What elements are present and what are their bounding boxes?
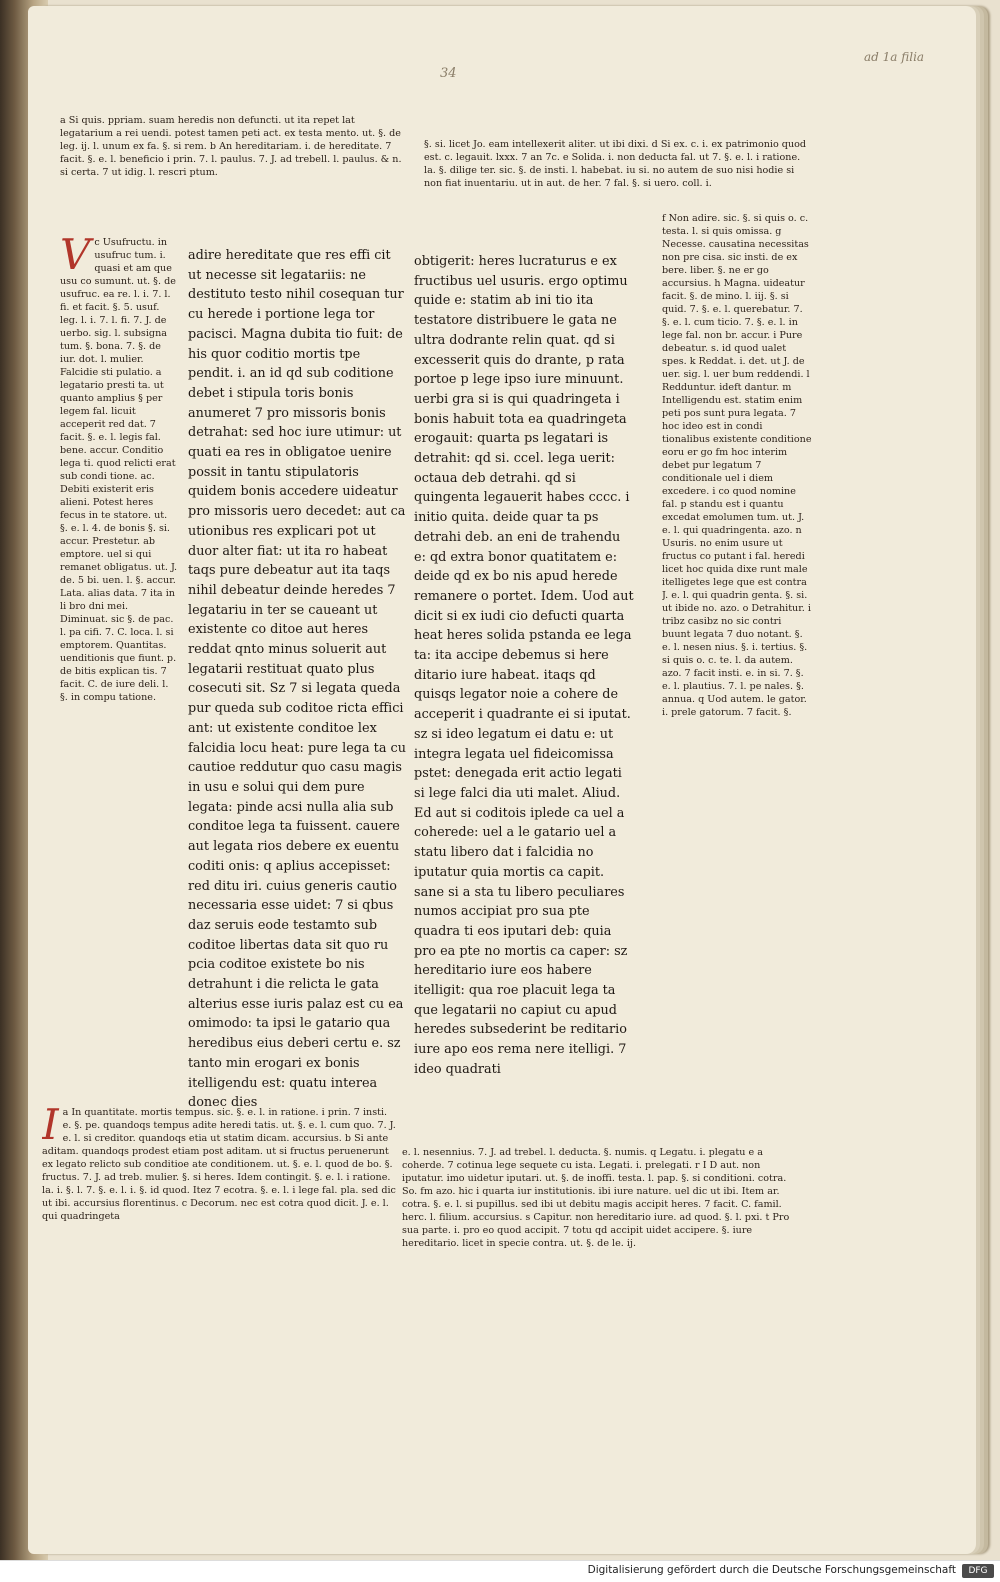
funding-credit: Digitalisierung gefördert durch die Deutsche Forschungsgemeinschaft [587,1564,956,1576]
col1-text: adire hereditate que res effi cit ut necesse sit legatariis: ne destituto testo nihil cosequan tur cu herede i portione lega tor pacisci. Magna dubita tio fuit: de his quor coditio mortis tpe pendit. i. an id qd sub coditione debet i stipula toris bonis anumeret 7 pro missoris bonis detrahat: sed hoc iure utimur: ut quati ea res in obligatoe uenire possit in tantu stipulatoris quidem bonis accedere uideatur pro missoris uero decedet: aut ca utionibus res explicari pot ut duor alter fiat: ut ita ro habeat taqs pure debeatur aut ita taqs nihil debeatur deinde heredes 7 legatariu in ter se caueant ut existente co ditoe aut heres reddat qnto minus soluerit aut legatarii restituat quato plus cosecuti sit. Sz 7 si legata queda pur queda sub coditoe ricta effici ant: ut existente conditoe lex falcidia locu heat: pure lega ta cu cautioe reddutur quo casu magis in usu e solui qui dem pure legata: pinde acsi nulla alia sub conditoe lega ta fuissent. cauere aut legata rios debere ex euentu coditi onis: q aplius accepisset: red ditu iri. cuius generis cautio necessaria esse uidet: 7 si qbus daz seruis eode testamto sub coditoe libertas data sit quo ru pcia coditoe existete bo nis detrahunt i die relicta le gata alterius esse iuris palaz est cu ea omimodo: ta ipsi le gatario qua heredibus eius deberi certu e. sz tanto min erogari ex bonis itelligendu est: quatu interea donec dies [188,248,406,1111]
bottom-gloss-right-text: e. l. nesennius. 7. J. ad trebel. l. deducta. §. numis. q Legatu. i. plegatu e a coherde. 7 cotinua lege sequete cu ista. Legati. i. prelegati. r I D aut. non iputatur. imo uidetur iputari. ut. §. de inoffi. testa. l. pap. §. si conditioni. cotra. So. fm azo. hic i quarta iur institutionis. ibi iure nature. uel dic ut ibi. Item ar. cotra. §. e. l. si pupillus. sed ibi ut debitu magis accipit heres. 7 facit. C. famil. herc. l. filium. accursius. s Capitur. non hereditario iure. ad quod. §. l. pxi. t Pro sua parte. i. pro eo quod accipit. 7 totu qd accipit uidet accipere. §. iure hereditario. licet in specie contra. ut. §. de le. ij. [402,1147,790,1249]
bottom-gloss-right [402,1146,792,1326]
right-gloss-text: f Non adire. sic. §. si quis o. c. testa. l. si quis omissa. g Necesse. causatina necessitas non pre cisa. sic insti. de ex bere. liber. §. ne er go accursius. h Magna. uideatur facit. §. de mino. l. iij. §. si quid. 7. §. e. l. querebatur. 7. §. e. l. cum ticio. 7. §. e. l. in lege fal. non br. accur. i Pure debeatur. s. id quod ualet spes. k Reddat. i. det. ut J. de uer. sig. l. uer bum reddendi. l Redduntur. ideft dantur. m Intelligendu est. statim enim peti pos sunt pura legata. 7 hoc ideo est in condi tionalibus existente conditione eoru er go fm hoc interim debet pur legatum 7 conditionale uel i diem excedere. i co quod nomine fal. p standu est i quantu excedat emolumen tum. ut. J. e. l. qui quadringenta. azo. n Usuris. no enim usure ut fructus co putant i fal. heredi licet hoc quida dixe runt male itelligetes lege que est contra J. e. l. qui quadrin genta. §. si. ut ibide no. azo. o Detrahitur. i tribz casibz no sic contri buunt legata 7 duo notant. §. e. l. nesen nius. §. i. tertius. §. si quis o. c. te. l. da autem. azo. 7 facit insti. e. in si. 7. §. e. l. plautius. 7. l. pe nales. §. annua. q Uod autem. le gator. i. prele gatorum. 7 facit. §. [662,213,812,718]
initial-u-red: V [60,236,91,279]
left-gloss-text: c Usufructu. in usufruc tum. i. quasi et am que usu co sumunt. ut. §. de usufruc. ea re. l. i. 7. l. fi. et facit. §. 5. usuf. leg. l. i. 7. l. fi. 7. J. de uerbo. sig. l. subsigna tum. §. bona. 7. §. de iur. dot. l. mulier. Falcidie sti pulatio. a legatario presti ta. ut quanto amplius § per legem fal. licuit acceperit red dat. 7 facit. §. e. l. legis fal. bene. accur. Conditio lega ti. quod relicti erat sub condi tione. ac. Debiti existerit eris alieni. Potest heres fecus in te statore. ut. §. e. l. 4. de bonis §. si. accur. Prestetur. ab emptore. uel si qui remanet obligatus. ut. J. de. 5 bi. uen. l. §. accur. Lata. alias data. 7 ita in li bro dni mei. Diminuat. sic §. de pac. l. pa cifi. 7. C. loca. l. si emptorem. Quantitas. uenditionis que fiunt. p. de bitis explican tis. 7 facit. C. de iure deli. l. §. in compu tatione. [60,237,178,703]
bottom-gloss-left-text: a In quantitate. mortis tempus. sic. §. e. l. in ratione. i prin. 7 insti. e. §. pe. quandoqs tempus adite heredi tatis. ut. §. e. l. cum quo. 7. J. e. l. si creditor. quandoqs etia ut statim dicam. accursius. b Si ante aditam. quandoqs prodest etiam post aditam. ut si fructus peruenerunt ex legato relicto sub conditioe ate conditionem. ut. §. e. l. quod de bo. §. fructus. 7. J. ad treb. mulier. §. si heres. Idem contingit. §. e. l. i ratione. la. i. §. l. 7. §. e. l. i. §. id quod. Itez 7 ecotra. §. e. l. i lege fal. pla. sed dic ut ibi. accursius florentinus. c Decorum. nec est cotra quod dicit. J. e. l. qui quadringeta [42,1107,396,1222]
folio-number: 34 [440,66,457,81]
top-gloss-right [424,138,814,212]
main-text-column-1 [188,246,406,1116]
bottom-gloss-left [42,1106,398,1306]
main-text-column-2 [414,252,636,1122]
right-gloss-column [662,212,812,1142]
top-gloss-left [60,114,406,232]
dfg-logo: DFG [962,1564,994,1578]
left-gloss-column [60,236,178,1096]
top-gloss-right-text: §. si. licet Jo. eam intellexerit aliter. ut ibi dixi. d Si ex. c. i. ex patrimonio quod est. c. legauit. lxxx. 7 an 7c. e Solida. i. non deducta fal. ut 7. §. e. l. i ratione. la. §. dilige ter. sic. §. de insti. l. habebat. iu si. no autem de suo nisi hodie si non fiat inuentariu. ut in aut. de her. 7 fal. §. si uero. coll. i. [424,139,807,189]
top-gloss-left-text: a Si quis. ppriam. suam heredis non defuncti. ut ita repet lat legatarium a rei uendi. potest tamen peti act. ex testa mento. ut. §. de leg. ij. l. unum ex fa. §. si rem. b An hereditariam. i. de hereditate. 7 facit. §. e. l. beneficio i prin. 7. l. paulus. 7. J. ad trebell. l. paulus. & n. si certa. 7 ut idig. l. rescri ptum. [60,115,402,178]
digitization-footer [0,1560,1000,1582]
book-page [28,6,976,1554]
initial-i-red: I [42,1106,59,1149]
marginal-note: ad 1a filia [864,50,925,64]
col2-text: obtigerit: heres lucraturus e ex fructibus uel usuris. ergo optimu quide e: statim ab ini tio ita testatore distribuere le gata ne ultra dodrante relin quat. qd si excesserit quis do drante, p rata portoe p lege ipso iure minuunt. uerbi gra si is qui quadringeta i bonis habuit tota ea quadringeta erogauit: quarta ps legatari is detrahit: qd si. ccel. lega uerit: octaua deb detrahi. qd si quingenta legauerit habes cccc. i initio quita. deide quar ta ps detrahi deb. an eni de trahendu e: qd extra bonor quatitatem e: deide qd ex bo nis apud herede remanere o portet. Idem. Uod aut dicit si ex iudi cio defucti quarta heat heres solida pstanda ee lega ta: ita accipe debemus si here ditario iure habeat. itaqs qd quisqs legator noie a cohere de acceperit i quadrante ei si iputat. sz si ideo legatum ei datu e: ut integra legata uel fideicomissa pstet: denegada erit actio legati si lege falci dia uti malet. Aliud. Ed aut si coditois iplede ca uel a coherede: uel a le gatario uel a statu libero dat i falcidia no iputatur quia mortis ca capit. sane si a sta tu libero peculiares numos accipiat pro sua pte quadra ti eos iputari deb: quia pro ea pte no mortis ca caper: sz hereditario iure eos habere itelligit: qua roe placuit lega ta que legatarii no capiut cu apud heredes subsederint be reditario iure apo eos rema nere itelligi. 7 ideo quadrati [414,254,634,1077]
